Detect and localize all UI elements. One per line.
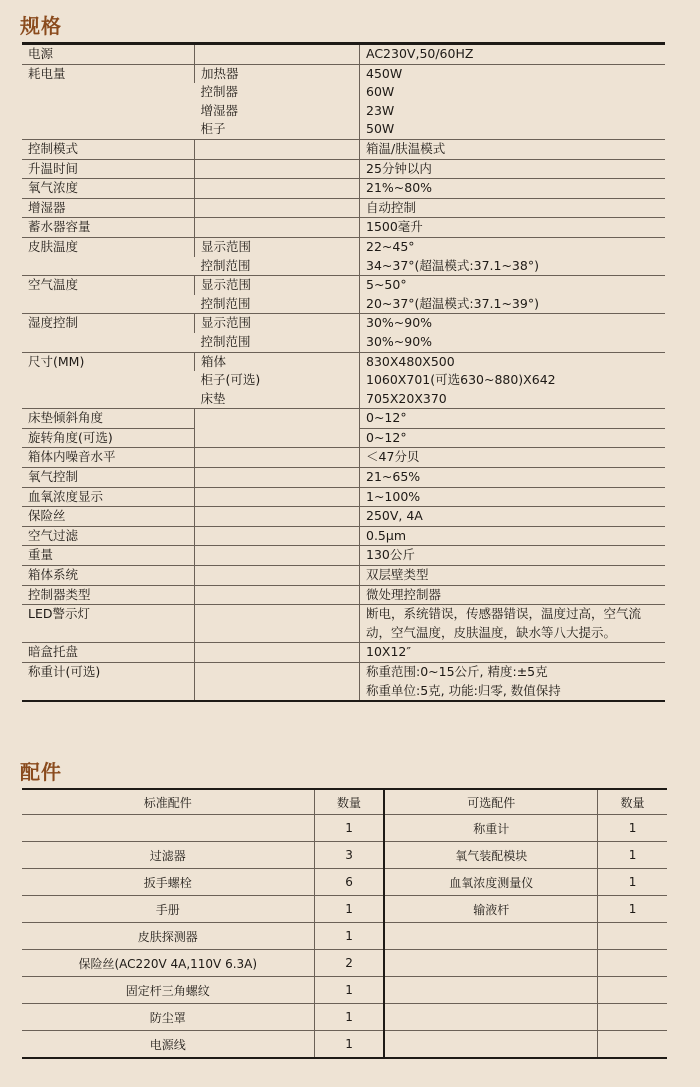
- spec-sub: [195, 526, 360, 546]
- spec-sub: [195, 566, 360, 586]
- spec-sub: 显示范围: [195, 237, 360, 256]
- optional-qty: 1: [598, 815, 667, 842]
- spec-label: 控制模式: [22, 139, 195, 159]
- spec-value: 自动控制: [360, 198, 666, 218]
- optional-item: [384, 1004, 597, 1031]
- spec-label: 氧气控制: [22, 468, 195, 488]
- optional-qty: [598, 977, 667, 1004]
- spec-value: 5~50°: [360, 276, 666, 295]
- spec-value-line: 称重单位:5克, 功能:归零, 数值保持: [366, 682, 561, 698]
- table-row: [22, 923, 667, 950]
- spec-label: 空气温度: [22, 276, 195, 314]
- spec-row: [22, 526, 665, 546]
- spec-label: 血氧浓度显示: [22, 487, 195, 507]
- spec-sub: [195, 448, 360, 468]
- accessories-table: [22, 788, 667, 1059]
- spec-value: 30%~90%: [360, 333, 666, 352]
- spec-label: 耗电量: [22, 64, 195, 139]
- optional-qty: [598, 950, 667, 977]
- spec-row: [22, 44, 665, 65]
- spec-value: 10X12″: [360, 643, 666, 663]
- spec-value: 20~37°(超温模式:37.1~39°): [360, 295, 666, 314]
- spec-value: 0~12°: [360, 428, 666, 448]
- spec-label: 保险丝: [22, 507, 195, 527]
- standard-item: 保险丝(AC220V 4A,110V 6.3A): [22, 950, 314, 977]
- spec-label: 重量: [22, 546, 195, 566]
- spec-label: 箱体系统: [22, 566, 195, 586]
- spec-value: 1060X701(可选630~880)X642: [360, 371, 666, 390]
- spec-value: 30%~90%: [360, 314, 666, 333]
- standard-item: [22, 815, 314, 842]
- spec-label: 控制器类型: [22, 585, 195, 605]
- spec-value: ＜47分贝: [360, 448, 666, 468]
- spec-value: 130公斤: [360, 546, 666, 566]
- accessories-header-row: [22, 789, 667, 815]
- header-optional-qty: 数量: [598, 789, 667, 815]
- spec-label: 箱体内噪音水平: [22, 448, 195, 468]
- spec-sub: [195, 139, 360, 159]
- spec-label: 升温时间: [22, 159, 195, 179]
- standard-qty: 1: [314, 977, 384, 1004]
- spec-value: 60W: [360, 83, 666, 102]
- standard-item: 固定杆三角螺纹: [22, 977, 314, 1004]
- spec-label: 氧气浓度: [22, 179, 195, 199]
- spec-sub: [195, 179, 360, 199]
- optional-qty: 1: [598, 896, 667, 923]
- spec-row: [22, 159, 665, 179]
- spec-value: AC230V,50/60HZ: [360, 44, 666, 65]
- standard-qty: 3: [314, 842, 384, 869]
- spec-sub: 控制范围: [200, 333, 251, 349]
- spec-sub: [195, 159, 360, 179]
- standard-qty: 1: [314, 1031, 384, 1059]
- spec-value-line: 断电，系统错误，传感器错误，温度过高，空气流: [366, 606, 642, 622]
- spec-value: 1~100%: [360, 487, 666, 507]
- table-row: [22, 896, 667, 923]
- spec-sub: 柜子(可选): [200, 372, 261, 388]
- spec-value: 22~45°: [360, 237, 666, 256]
- spec-sub: [195, 409, 360, 448]
- spec-sub: 加热器: [195, 64, 360, 83]
- standard-qty: 1: [314, 896, 384, 923]
- spec-sub: [195, 218, 360, 238]
- spec-sub: 床垫: [200, 390, 226, 406]
- spec-label: 增湿器: [22, 198, 195, 218]
- table-row: [22, 1004, 667, 1031]
- spec-label: 电源: [28, 46, 54, 61]
- spec-value: 箱温/肤温模式: [360, 139, 666, 159]
- spec-sub: [195, 643, 360, 663]
- optional-qty: 1: [598, 842, 667, 869]
- spec-sub: [195, 546, 360, 566]
- spec-value: [360, 663, 666, 702]
- standard-item: 电源线: [22, 1031, 314, 1059]
- optional-qty: [598, 923, 667, 950]
- spec-value: 23W: [360, 102, 666, 121]
- spec-row: [22, 663, 665, 702]
- spec-value-line: 称重范围:0~15公斤, 精度:±5克: [366, 664, 548, 679]
- spec-label: 床垫倾斜角度: [22, 409, 195, 429]
- spec-row: [22, 468, 665, 488]
- spec-table: [22, 42, 665, 702]
- table-row: [22, 815, 667, 842]
- spec-row: [22, 314, 665, 333]
- table-row: [22, 1031, 667, 1059]
- header-standard-qty: 数量: [314, 789, 384, 815]
- spec-row: [22, 218, 665, 238]
- spec-row: [22, 585, 665, 605]
- spec-row: [22, 487, 665, 507]
- spec-heading: 规格: [20, 14, 62, 38]
- optional-item: [384, 1031, 597, 1059]
- standard-item: 皮肤探测器: [22, 923, 314, 950]
- spec-row: [22, 276, 665, 295]
- optional-item: [384, 977, 597, 1004]
- spec-sub: [195, 198, 360, 218]
- spec-value: 1500毫升: [360, 218, 666, 238]
- standard-qty: 1: [314, 923, 384, 950]
- header-standard-accessories: 标准配件: [143, 795, 192, 810]
- standard-qty: 1: [314, 815, 384, 842]
- table-row: [22, 950, 667, 977]
- spec-value: 0.5μm: [360, 526, 666, 546]
- spec-value: 830X480X500: [360, 352, 666, 371]
- spec-value: 21~65%: [360, 468, 666, 488]
- spec-row: [22, 566, 665, 586]
- accessories-heading: 配件: [20, 760, 62, 784]
- spec-sub: 柜子: [200, 121, 226, 137]
- spec-value-line: 动，空气温度，皮肤温度，缺水等八大提示。: [366, 624, 617, 640]
- standard-item: 防尘罩: [22, 1004, 314, 1031]
- spec-sub: [195, 468, 360, 488]
- spec-value: 21%~80%: [360, 179, 666, 199]
- spec-row: [22, 352, 665, 371]
- spec-label: 尺寸(MM): [22, 352, 195, 409]
- spec-sub: 控制器: [200, 84, 239, 100]
- spec-value: 0~12°: [360, 409, 666, 429]
- spec-value: 34~37°(超温模式:37.1~38°): [360, 257, 666, 276]
- spec-row: [22, 179, 665, 199]
- spec-value: 50W: [360, 120, 666, 139]
- optional-qty: 1: [598, 869, 667, 896]
- table-row: [22, 977, 667, 1004]
- spec-value: 705X20X370: [360, 390, 666, 409]
- spec-label: 皮肤温度: [22, 237, 195, 275]
- spec-label: LED警示灯: [22, 605, 195, 643]
- spec-sub: [195, 605, 360, 643]
- standard-qty: 1: [314, 1004, 384, 1031]
- spec-label: 空气过滤: [22, 526, 195, 546]
- spec-row: [22, 409, 665, 429]
- table-row: [22, 842, 667, 869]
- optional-item: 氧气装配模块: [384, 842, 597, 869]
- header-optional-accessories: 可选配件: [384, 789, 597, 815]
- spec-row: [22, 448, 665, 468]
- spec-row: [22, 605, 665, 643]
- optional-item: 血氧浓度测量仪: [384, 869, 597, 896]
- spec-row: [22, 64, 665, 83]
- spec-sub: 显示范围: [195, 276, 360, 295]
- spec-sub: 增湿器: [200, 102, 239, 118]
- spec-sub: [195, 487, 360, 507]
- spec-label: 旋转角度(可选): [22, 428, 195, 448]
- spec-sub: 控制范围: [200, 257, 251, 273]
- spec-row: [22, 198, 665, 218]
- standard-qty: 6: [314, 869, 384, 896]
- spec-value: 微处理控制器: [360, 585, 666, 605]
- table-row: [22, 869, 667, 896]
- spec-row: [22, 139, 665, 159]
- standard-item: 手册: [22, 896, 314, 923]
- optional-qty: [598, 1031, 667, 1059]
- optional-qty: [598, 1004, 667, 1031]
- spec-row: [22, 237, 665, 256]
- spec-sub: [195, 585, 360, 605]
- optional-item: [384, 950, 597, 977]
- spec-label: 蓄水器容量: [22, 218, 195, 238]
- optional-item: [384, 923, 597, 950]
- spec-sub: 箱体: [195, 352, 360, 371]
- spec-value: 双层壁类型: [360, 566, 666, 586]
- spec-row: [22, 643, 665, 663]
- spec-sub: 控制范围: [200, 295, 251, 311]
- spec-sub: [195, 44, 360, 65]
- standard-qty: 2: [314, 950, 384, 977]
- standard-item: 过滤器: [22, 842, 314, 869]
- spec-value: [360, 605, 666, 643]
- spec-sub: [195, 663, 360, 702]
- spec-sub: 显示范围: [195, 314, 360, 333]
- optional-item: 称重计: [384, 815, 597, 842]
- spec-value: 25分钟以内: [360, 159, 666, 179]
- spec-row: [22, 546, 665, 566]
- standard-item: 扳手螺栓: [22, 869, 314, 896]
- spec-value: 250V, 4A: [360, 507, 666, 527]
- spec-value: 450W: [360, 64, 666, 83]
- spec-label: 称重计(可选): [22, 663, 195, 702]
- spec-sub: [195, 507, 360, 527]
- spec-row: [22, 507, 665, 527]
- spec-label: 暗盒托盘: [22, 643, 195, 663]
- optional-item: 输液杆: [384, 896, 597, 923]
- spec-label: 湿度控制: [22, 314, 195, 352]
